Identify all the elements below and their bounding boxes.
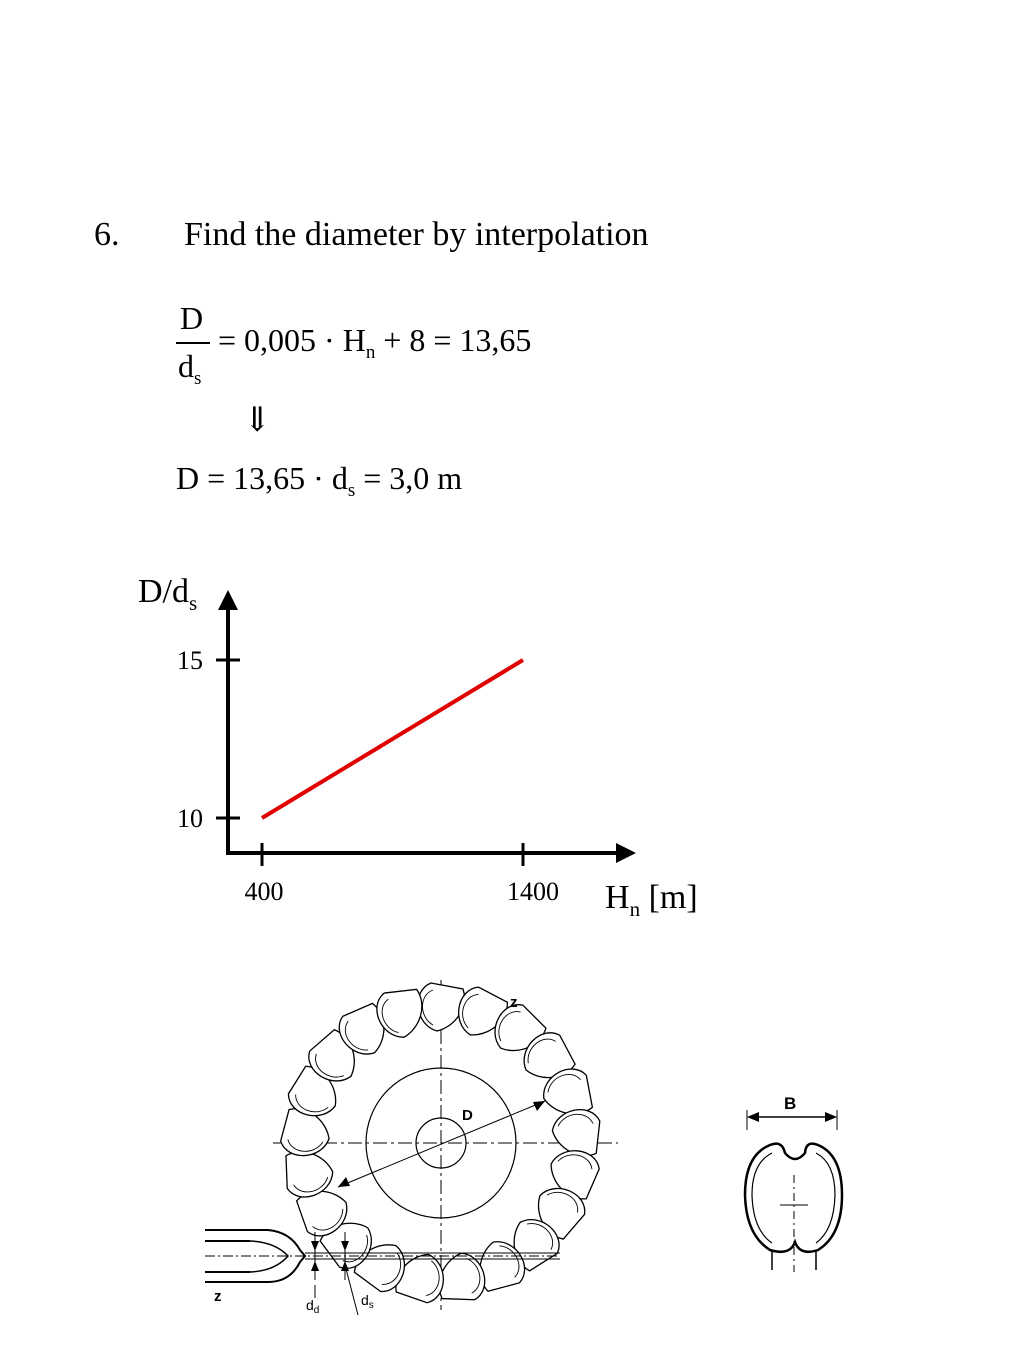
y-axis-arrowhead (218, 590, 238, 610)
dd-label: $d_d$ (306, 1297, 320, 1316)
equation-1-rhs: = $0,005 \cdot H_n + 8 = 13,65$ (218, 322, 532, 363)
implies-arrow: ⇓ (243, 402, 272, 439)
equation-2: $D = 13,65 \cdot d_s = 3,0$ m (176, 460, 463, 501)
fraction-numerator: D (180, 300, 204, 336)
y-tick-label-15: 15 (177, 646, 203, 675)
z-label-bottom: z (214, 1288, 222, 1305)
runner-diameter-label: D (462, 1107, 473, 1124)
step-number: 6. (94, 216, 120, 253)
y-axis-label: $D/d_s$ (138, 573, 198, 615)
z-label-top: z (510, 994, 518, 1011)
x-axis-arrowhead (616, 843, 636, 863)
y-tick-label-10: 10 (177, 804, 203, 833)
pelton-runner-drawing (273, 980, 618, 1310)
bucket-width-label: B (784, 1094, 797, 1113)
x-axis-label: $H_n$ [m] (605, 879, 698, 921)
pelton-wheel-figure (0, 960, 1024, 1365)
ds-label: $d_s$ (361, 1292, 374, 1311)
step-text: Find the diameter by interpolation (184, 216, 649, 253)
bucket-section-drawing (745, 1110, 842, 1272)
series-line (262, 660, 523, 818)
x-tick-label-400: 400 (244, 877, 284, 906)
x-tick-label-1400: 1400 (507, 877, 559, 906)
fraction-denominator: $d_s$ (178, 348, 202, 389)
